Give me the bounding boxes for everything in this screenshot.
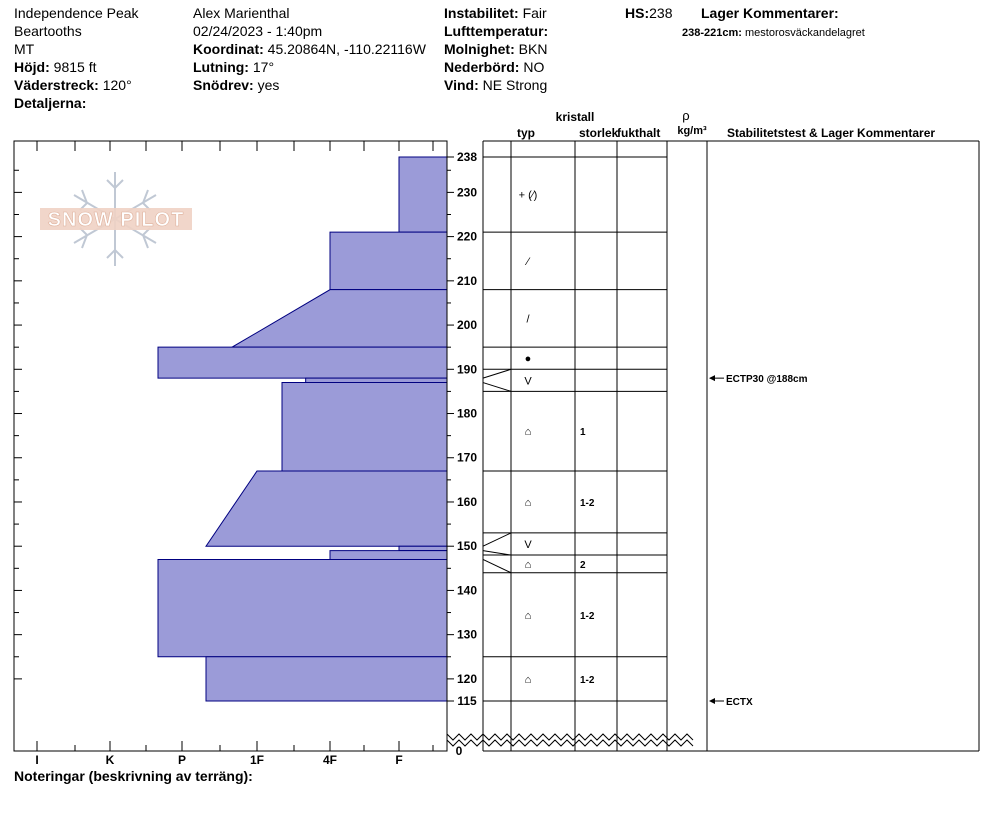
layer-connector xyxy=(483,383,511,392)
depth-label: 180 xyxy=(456,406,478,421)
aspect-value: 120° xyxy=(102,77,132,93)
precip-value: NO xyxy=(523,59,545,75)
aspect-label: Väderstreck: xyxy=(14,77,99,93)
depth-label: 170 xyxy=(456,450,478,465)
instability-value: Fair xyxy=(522,5,547,21)
grain-type-symbol: ⌂ xyxy=(524,496,532,509)
depth-label: 220 xyxy=(456,229,478,244)
hs-value: 238 xyxy=(649,5,673,21)
grain-size: 1-2 xyxy=(580,674,595,686)
grain-size: 2 xyxy=(580,559,586,571)
depth-zero-label: 0 xyxy=(455,744,463,758)
hardness-bar xyxy=(399,157,447,232)
details-label: Detaljerna: xyxy=(14,95,87,111)
precip-label: Nederbörd: xyxy=(444,59,520,75)
hardness-label: K xyxy=(105,753,115,767)
grain-type-symbol: ⁄ xyxy=(527,255,529,268)
grain-size: 1 xyxy=(580,427,586,439)
hardness-bar xyxy=(232,290,447,347)
airtemp-label: Lufttemperatur: xyxy=(444,23,549,39)
depth-label: 120 xyxy=(456,671,478,686)
hardness-bar xyxy=(399,546,447,550)
axis-break-mark xyxy=(447,734,693,740)
observer-name: Alex Marienthal xyxy=(193,5,290,21)
depth-label: 150 xyxy=(456,539,478,554)
wind-label: Vind: xyxy=(444,77,479,93)
hardness-bar xyxy=(158,347,447,378)
slope-value: 17° xyxy=(252,59,275,75)
depth-label: 230 xyxy=(456,185,478,200)
hardness-label: 1F xyxy=(249,753,265,767)
hardness-label: P xyxy=(177,753,187,767)
drift-value: yes xyxy=(257,77,280,93)
hardness-label: F xyxy=(395,753,403,767)
depth-label: 238 xyxy=(456,150,478,164)
col-header-rho: ρ xyxy=(682,108,690,123)
coord-label: Koordinat: xyxy=(193,41,264,57)
notes-label: Noteringar (beskrivning av terräng): xyxy=(14,768,253,784)
col-header-density-unit: kg/m³ xyxy=(677,125,707,137)
hardness-bar xyxy=(158,559,447,656)
drift-label: Snödrev: xyxy=(193,77,254,93)
layer-connector xyxy=(483,559,511,572)
test-arrow-head xyxy=(709,375,715,381)
col-header-type: typ xyxy=(517,126,535,140)
grain-type-symbol: V xyxy=(524,538,532,551)
elevation-value: 9815 ft xyxy=(53,59,97,75)
instability-label: Instabilitet: xyxy=(444,5,519,21)
layer-comments-label: Lager Kommentarer: xyxy=(701,5,839,21)
hardness-bar xyxy=(282,383,447,471)
depth-label: 140 xyxy=(456,583,478,598)
grain-type-symbol: V xyxy=(524,375,532,388)
layer-comment-text: mestorosväckandelagret xyxy=(745,27,865,39)
col-header-crystal: kristall xyxy=(555,110,595,124)
test-arrow-head xyxy=(709,698,715,704)
hardness-bar xyxy=(330,551,447,560)
test-label: ECTX xyxy=(726,697,753,708)
observation-datetime: 02/24/2023 - 1:40pm xyxy=(193,23,323,39)
col-header-size: storlek xyxy=(579,126,619,140)
state-name: MT xyxy=(14,41,35,57)
layer-connector xyxy=(483,551,511,555)
axis-break-mark xyxy=(447,740,693,746)
grain-type-symbol: + (⁄) xyxy=(518,189,538,202)
hardness-scale xyxy=(35,741,433,767)
hardness-bar xyxy=(206,657,447,701)
col-header-stability: Stabilitetstest & Lager Kommentarer xyxy=(727,126,936,140)
depth-label: 130 xyxy=(456,627,478,642)
snowpilot-logo xyxy=(40,172,192,266)
layer-connector xyxy=(483,369,511,378)
grain-type-symbol: ⌂ xyxy=(524,558,532,571)
hardness-bar xyxy=(330,232,447,289)
range-name: Beartooths xyxy=(14,23,82,39)
layer-symbols xyxy=(519,190,595,686)
depth-axis xyxy=(447,150,477,758)
hardness-bar xyxy=(306,378,447,382)
slope-label: Lutning: xyxy=(193,59,249,75)
coord-value: 45.20864N, -110.22116W xyxy=(267,41,426,57)
layer-comment-range: 238-221cm: xyxy=(682,27,742,39)
top-tick-marks xyxy=(37,141,433,151)
hardness-label: I xyxy=(35,753,39,767)
grain-type-symbol: ● xyxy=(524,353,532,366)
grain-size: 1-2 xyxy=(580,610,595,622)
depth-label: 160 xyxy=(456,494,478,509)
layer-connector xyxy=(483,533,511,546)
hs-label: HS: xyxy=(625,5,650,21)
elevation-label: Höjd: xyxy=(14,59,50,75)
grain-type-symbol: ⌂ xyxy=(524,426,532,439)
grain-size: 1-2 xyxy=(580,497,595,509)
depth-label: 200 xyxy=(456,318,478,333)
grain-type-symbol: / xyxy=(526,313,530,326)
grain-type-symbol: ⌂ xyxy=(524,609,532,622)
sky-value: BKN xyxy=(518,41,548,57)
test-label: ECTP30 @188cm xyxy=(726,374,808,386)
stability-tests xyxy=(709,374,808,708)
depth-label: 190 xyxy=(456,362,478,377)
depth-label: 210 xyxy=(456,273,478,288)
depth-label: 115 xyxy=(457,694,477,708)
grain-type-symbol: ⌂ xyxy=(524,673,532,686)
hardness-label: 4F xyxy=(322,753,338,767)
hardness-bar xyxy=(206,471,447,546)
location-name: Independence Peak xyxy=(14,5,139,21)
wind-value: NE Strong xyxy=(482,77,548,93)
sky-label: Molnighet: xyxy=(444,41,515,57)
left-tick-marks xyxy=(14,170,22,679)
hardness-profile xyxy=(158,157,447,701)
logo-text: SNOW PILOT xyxy=(47,209,185,231)
col-header-moisture: fukthalt xyxy=(617,126,661,140)
